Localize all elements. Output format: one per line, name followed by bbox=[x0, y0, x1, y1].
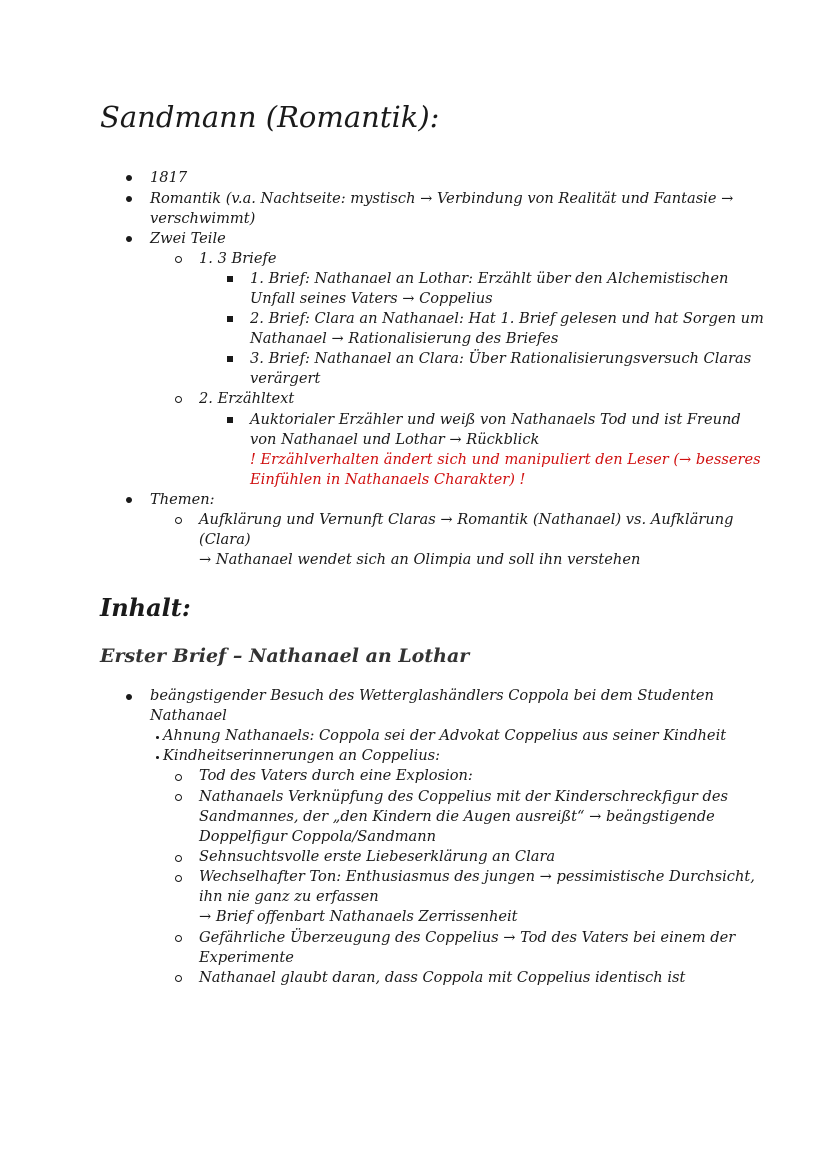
bullet-dot bbox=[156, 736, 159, 739]
section-subheading: Erster Brief – Nathanael an Lothar bbox=[100, 645, 470, 667]
bullet-disc bbox=[126, 236, 132, 242]
bullet-dot bbox=[156, 756, 159, 759]
bullet-disc bbox=[126, 497, 132, 503]
list-item-auktorial-cont: von Nathanael und Lothar → Rückblick bbox=[250, 431, 540, 448]
list-item-brief3: 3. Brief: Nathanael an Clara: Über Rationalisierungsversuch Claras bbox=[250, 350, 752, 367]
bullet-circle bbox=[175, 774, 182, 781]
bullet-circle bbox=[175, 975, 182, 982]
bullet-circle bbox=[175, 396, 182, 403]
list-item-zwei-teile: Zwei Teile bbox=[150, 230, 226, 247]
list-item-brief1-cont: Unfall seines Vaters → Coppelius bbox=[250, 290, 493, 307]
bullet-circle bbox=[175, 256, 182, 263]
bullet-circle bbox=[175, 855, 182, 862]
list-item-verknuepfung-cont2: Doppelfigur Coppola/Sandmann bbox=[199, 828, 437, 845]
list-item-verknuepfung-cont: Sandmannes, der „den Kindern die Augen ausreißt“ → beängstigende bbox=[199, 808, 715, 825]
list-item-identisch: Nathanael glaubt daran, dass Coppola mit Coppelius identisch ist bbox=[199, 969, 686, 986]
list-item-olimpia: → Nathanael wendet sich an Olimpia und soll ihn verstehen bbox=[199, 551, 641, 568]
list-item-ton-cont: ihn nie ganz zu erfassen bbox=[199, 888, 379, 905]
section-heading-inhalt: Inhalt: bbox=[100, 593, 191, 622]
bullet-square bbox=[227, 356, 233, 362]
list-item-besuch: beängstigender Besuch des Wetterglashändlers Coppola bei dem Studenten bbox=[150, 687, 714, 704]
bullet-square bbox=[227, 417, 233, 423]
list-item-ahnung: Ahnung Nathanaels: Coppola sei der Advokat Coppelius aus seiner Kindheit bbox=[163, 727, 727, 744]
list-item-brief1: 1. Brief: Nathanael an Lothar: Erzählt über den Alchemistischen bbox=[250, 270, 729, 287]
list-item-aufklaerung-cont: (Clara) bbox=[199, 531, 251, 548]
list-item-gefaehrlich-cont: Experimente bbox=[199, 949, 294, 966]
bullet-disc bbox=[126, 694, 132, 700]
bullet-circle bbox=[175, 794, 182, 801]
highlight-note-cont: Einfühlen in Nathanaels Charakter) ! bbox=[250, 471, 526, 488]
list-item-aufklaerung: Aufklärung und Vernunft Claras → Romantik (Nathanael) vs. Aufklärung bbox=[199, 511, 734, 528]
list-item-brief2-cont: Nathanael → Rationalisierung des Briefes bbox=[250, 330, 559, 347]
list-item-romantik: Romantik (v.a. Nachtseite: mystisch → Verbindung von Realität und Fantasie → bbox=[150, 190, 734, 207]
list-item-ton: Wechselhafter Ton: Enthusiasmus des jungen → pessimistische Durchsicht, bbox=[199, 868, 755, 885]
list-item-year: 1817 bbox=[150, 169, 188, 186]
bullet-square bbox=[227, 276, 233, 282]
list-item-besuch-cont: Nathanael bbox=[150, 707, 227, 724]
list-item-briefe: 1. 3 Briefe bbox=[199, 250, 277, 267]
list-item-auktorial: Auktorialer Erzähler und weiß von Nathanaels Tod und ist Freund bbox=[250, 411, 741, 428]
list-item-themen: Themen: bbox=[150, 491, 215, 508]
list-item-gefaehrlich: Gefährliche Überzeugung des Coppelius → Tod des Vaters bei einem der bbox=[199, 929, 736, 946]
bullet-disc bbox=[126, 196, 132, 202]
bullet-circle bbox=[175, 935, 182, 942]
bullet-square bbox=[227, 316, 233, 322]
highlight-note: ! Erzählverhalten ändert sich und manipuliert den Leser (→ besseres bbox=[250, 451, 761, 468]
bullet-disc bbox=[126, 175, 132, 181]
list-item-romantik-cont: verschwimmt) bbox=[150, 210, 256, 227]
list-item-verknuepfung: Nathanaels Verknüpfung des Coppelius mit der Kinderschreckfigur des bbox=[199, 788, 728, 805]
list-item-brief3-cont: verärgert bbox=[250, 370, 321, 387]
page-title: Sandmann (Romantik): bbox=[100, 100, 440, 134]
list-item-clara: Sehnsuchtsvolle erste Liebeserklärung an Clara bbox=[199, 848, 556, 865]
list-item-brief2: 2. Brief: Clara an Nathanael: Hat 1. Brief gelesen und hat Sorgen um bbox=[250, 310, 764, 327]
list-item-ton-cont2: → Brief offenbart Nathanaels Zerrissenheit bbox=[199, 908, 518, 925]
list-item-kindheit: Kindheitserinnerungen an Coppelius: bbox=[163, 747, 441, 764]
list-item-tod: Tod des Vaters durch eine Explosion: bbox=[199, 767, 473, 784]
list-item-erzaehltext: 2. Erzähltext bbox=[199, 390, 295, 407]
bullet-circle bbox=[175, 875, 182, 882]
bullet-circle bbox=[175, 517, 182, 524]
